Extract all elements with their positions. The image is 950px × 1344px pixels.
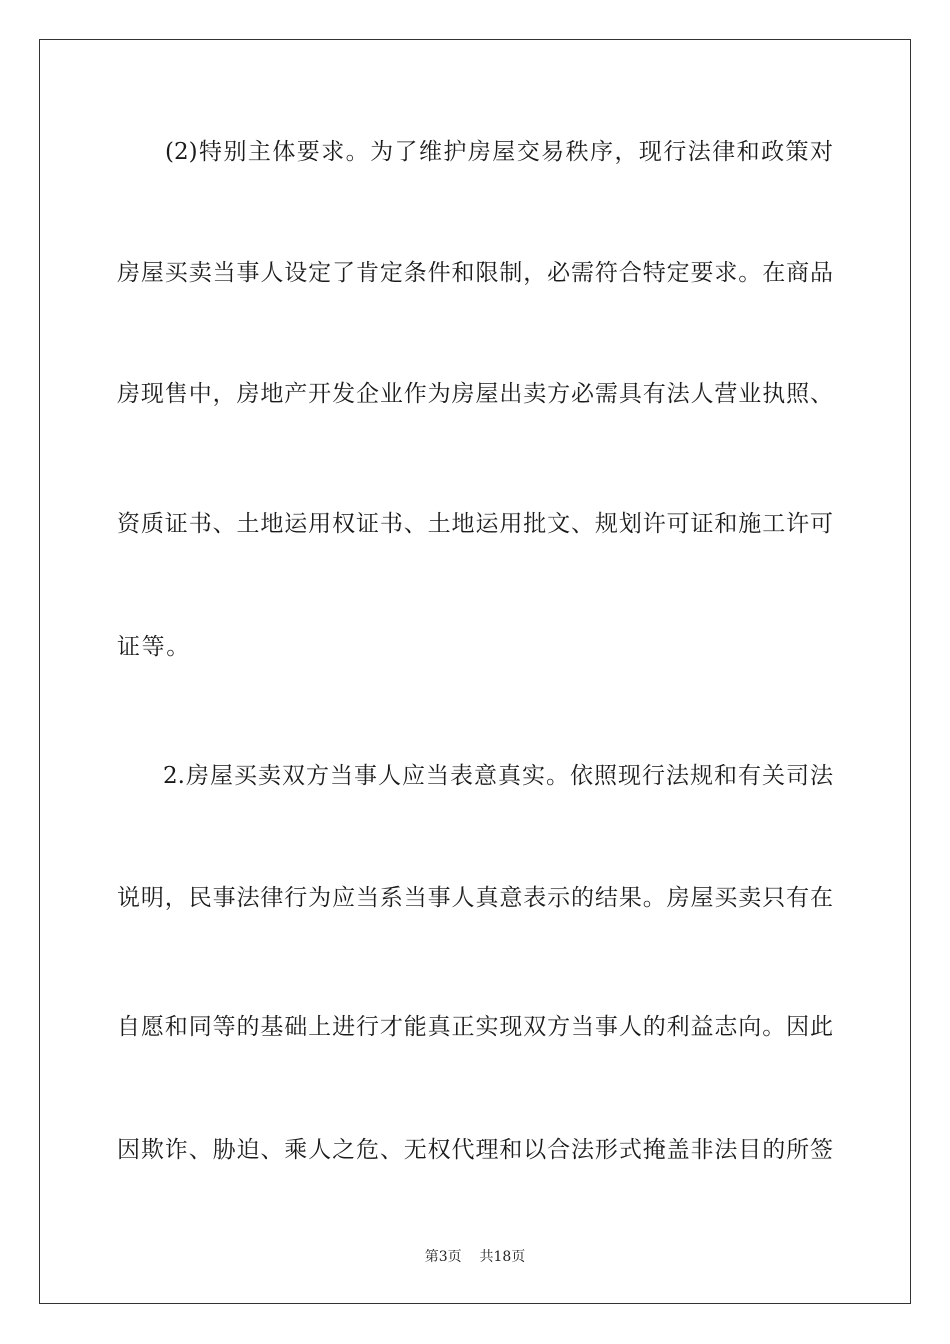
paragraph-1-line-1: (2)特别主体要求。为了维护房屋交易秩序，现行法律和政策对 (165, 139, 833, 165)
page-total: 共18页 (479, 1249, 526, 1265)
paragraph-2-line-4: 因欺诈、胁迫、乘人之危、无权代理和以合法形式掩盖非法目的所签 (117, 1137, 833, 1163)
paragraph-1-line-4: 资质证书、土地运用权证书、土地运用批文、规划许可证和施工许可 (117, 511, 833, 537)
paragraph-1-line-3: 房现售中，房地产开发企业作为房屋出卖方必需具有法人营业执照、 (117, 381, 833, 407)
paragraph-1-line-2: 房屋买卖当事人设定了肯定条件和限制，必需符合特定要求。在商品 (117, 260, 833, 286)
page-number: 第3页 (424, 1249, 462, 1265)
paragraph-1-line-5: 证等。 (117, 634, 191, 660)
page-footer (0, 1248, 950, 1266)
paragraph-2-line-2: 说明，民事法律行为应当系当事人真意表示的结果。房屋买卖只有在 (117, 885, 833, 911)
page-border (39, 39, 911, 1304)
paragraph-2-line-3: 自愿和同等的基础上进行才能真正实现双方当事人的利益志向。因此 (117, 1014, 833, 1040)
paragraph-2-line-1: 2.房屋买卖双方当事人应当表意真实。依照现行法规和有关司法 (163, 763, 833, 789)
